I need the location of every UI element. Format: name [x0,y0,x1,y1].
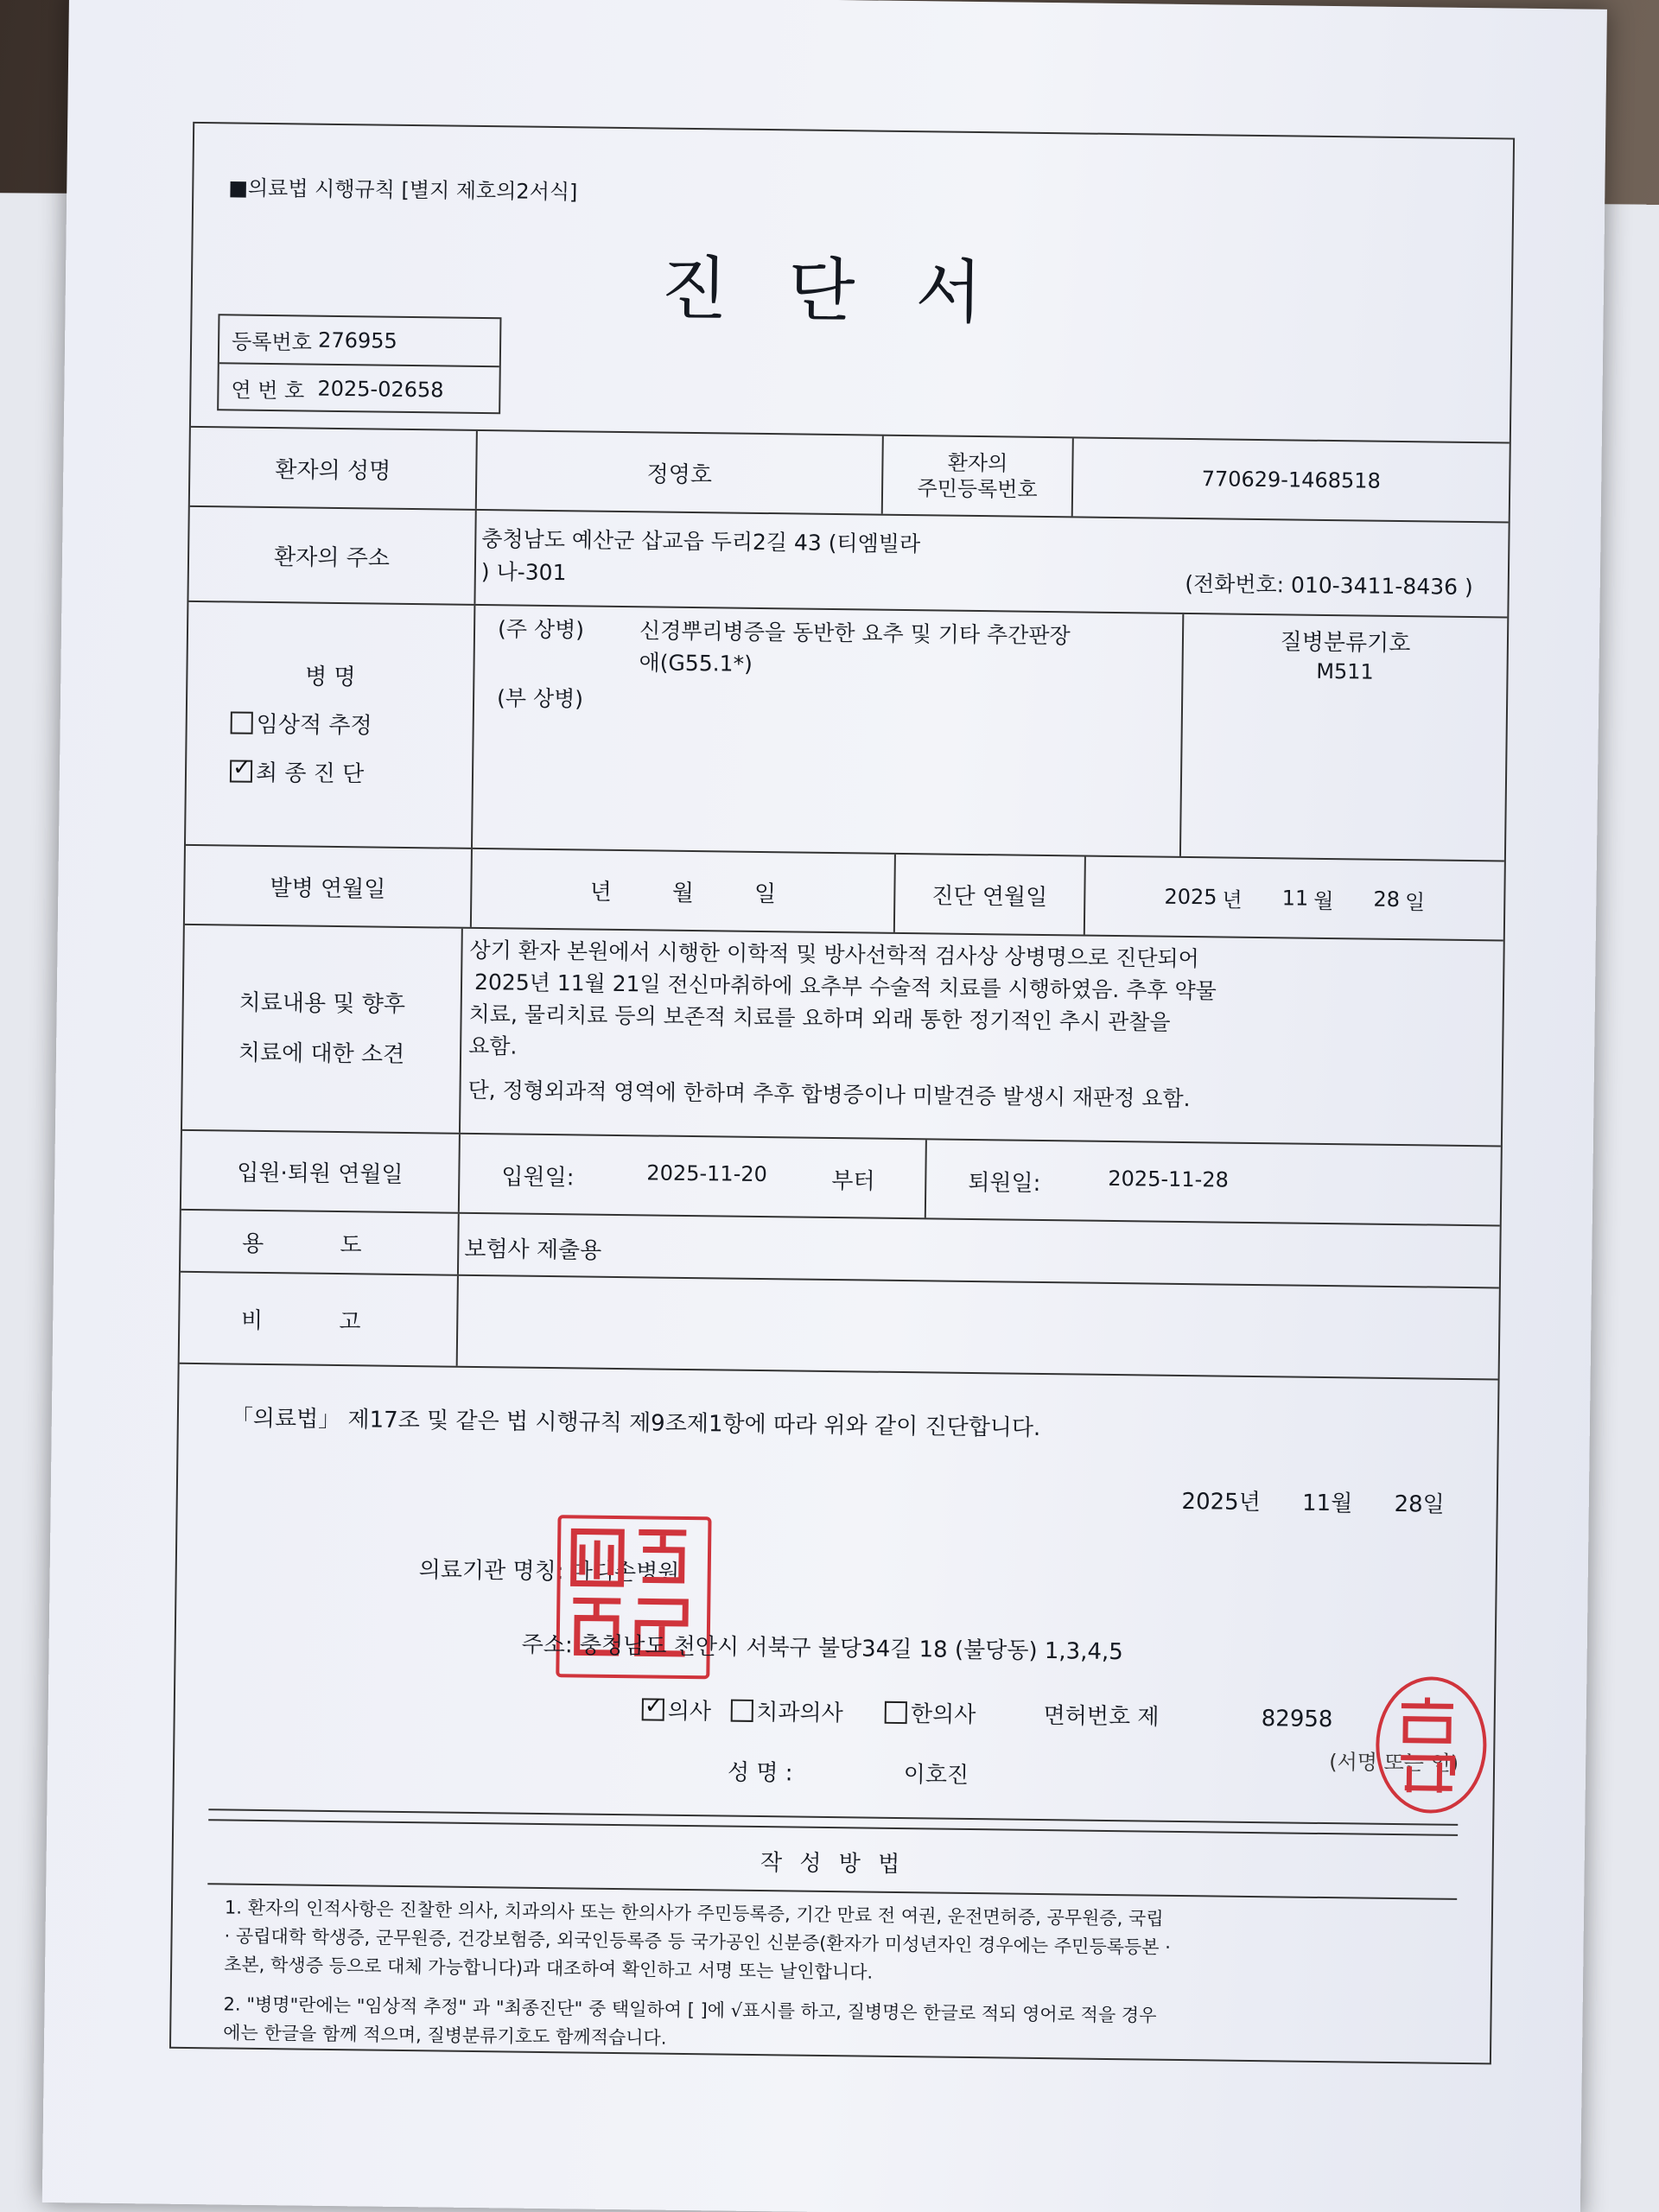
instructions-top-rule [208,1808,1458,1826]
opinion-label-2: 치료에 대한 소견 [238,1039,405,1068]
disease-code-cell [1179,614,1507,861]
purpose-value: 보험사 제출용 [464,1236,602,1264]
doctor-name: 이호진 [903,1762,969,1789]
doctor-label: 의사 [667,1698,712,1726]
document-paper [42,0,1607,2212]
row-opinion [182,924,1503,1146]
admission-in-date: 2025-11-20 [646,1160,768,1187]
disease-code: M511 [1316,658,1374,684]
dentist-checkbox[interactable] [730,1700,753,1722]
instruction-1-line2: · 공립대학 학생증, 군무원증, 건강보험증, 외국인등록증 등 국가공인 신분증(환자가 미성년자인 경우에는 주민등록등본 · [224,1925,1172,1958]
onset-year: 년 [589,879,612,906]
remarks-cell [456,1276,1499,1379]
address-cell [474,511,1508,617]
admission-in [458,1135,925,1218]
clinical-label: 임상적 추정 [256,711,372,740]
final-label: 최 종 진 단 [255,760,365,788]
dentist-label: 치과의사 [756,1699,843,1727]
diagnosis-content [471,606,1182,856]
reg-number: 276955 [317,327,397,353]
instructions-paragraph-1 [224,1893,1172,1990]
admission-in-label: 입원일: [501,1164,575,1192]
sign-name-label: 성 명 : [727,1759,793,1787]
purpose-label: 용 도 [241,1230,397,1259]
issue-day-unit: 일 [1422,1491,1445,1518]
remarks-label: 비 고 [240,1307,396,1336]
main-disease-line1: 신경뿌리병증을 동반한 요추 및 기타 추간판장 [639,618,1071,649]
rrn-label-2: 주민등록번호 [917,476,1038,502]
diag-month: 11 [1281,886,1309,911]
diag-day: 28 [1373,887,1401,912]
registration-box [217,314,501,414]
instruction-1-line1: 1. 환자의 인적사항은 진찰한 의사, 치과의사 또는 한의사가 주민등록증, 기간 만료 전 여권, 운전면허증, 공무원증, 국립 [224,1897,1164,1929]
row-remarks [180,1271,1499,1381]
day-unit: 일 [1404,889,1426,914]
discharge-date: 2025-11-28 [1108,1166,1230,1192]
institution-name: 마디손병원 [570,1559,680,1586]
clinical-option [231,706,372,740]
phone-label: (전화번호: [1185,570,1285,598]
instructions-title: 작 성 방 법 [760,1850,906,1878]
issue-month-unit: 월 [1330,1491,1353,1517]
instructions-paragraph-2 [223,1990,1157,2058]
institution-address-label: 주소: [521,1631,573,1659]
address-line2: ) 나-301 [480,559,567,586]
patient-rrn: 770629-1468518 [1071,438,1510,521]
opinion-line4: 요함. [468,1033,518,1059]
opinion-content [459,929,1503,1146]
reg-number-label: 등록번호 [231,328,313,355]
instruction-2-line2: 에는 한글을 함께 적으며, 질병분류기호도 함께적습니다. [223,2022,667,2049]
final-checkbox[interactable] [230,760,252,782]
license-number: 82958 [1261,1706,1333,1733]
diag-date [1084,857,1504,940]
month-unit: 월 [1313,888,1334,913]
diag-date-label: 진단 연월일 [893,855,1084,935]
onset-label: 발병 연월일 [270,874,386,903]
sub-disease-label: (부 상병) [496,685,584,712]
opinion-line3: 치료, 물리치료 등의 보존적 치료를 요하며 외래 통한 정기적인 추시 관찰을 [468,1001,1171,1035]
regulation-label: ■의료법 시행규칙 [별지 제호의2서식] [228,175,578,205]
address-label: 환자의 주소 [273,543,391,572]
doctor-seal-icon [1379,1680,1478,1803]
diagnosis-label-cell [186,602,474,848]
admission-label: 입원·퇴원 연월일 [237,1160,404,1188]
legal-statement: 「의료법」 제17조 및 같은 법 시행규칙 제9조제1항에 따라 위와 같이 진단합니다. [230,1405,1041,1441]
opinion-line2: 2025년 11월 21일 전신마취하에 요추부 수술적 치료를 시행하였음. 추후 약물 [474,969,1217,1004]
main-disease-label: (주 상병) [497,616,585,643]
oriental-label: 한의사 [910,1701,976,1729]
oriental-checkbox[interactable] [885,1701,907,1724]
name-label: 환자의 성명 [275,456,391,485]
address-line1: 충청남도 예산군 삽교읍 두리2길 43 (티엠빌라 [481,526,921,557]
onset-date [470,849,894,932]
clinical-checkbox[interactable] [231,711,253,734]
year-unit: 년 [1222,887,1243,912]
institution-address: 충청남도 천안시 서북구 불당34길 18 (불당동) 1,3,4,5 [579,1632,1123,1666]
rrn-label-1: 환자의 [947,450,1008,476]
diag-year: 2025 [1164,884,1217,910]
instruction-1-line3: 초본, 학생증 등으로 대체 가능합니다)과 대조하여 확인하고 서명 또는 날인합니다. [224,1954,874,1983]
document-title: 진단서 [660,248,1044,334]
admission-from: 부터 [831,1168,875,1195]
issue-year: 2025 [1181,1488,1239,1516]
doctor-checkbox[interactable] [642,1698,664,1720]
opinion-label [182,925,461,1133]
diagnosis-form [169,122,1515,2065]
phone-number: 010-3411-8436 [1290,572,1459,600]
final-option [230,754,365,788]
onset-day: 일 [753,880,777,907]
row-address [188,505,1508,617]
onset-month: 월 [671,880,695,906]
issue-year-unit: 년 [1238,1489,1262,1516]
issue-date [1181,1484,1445,1519]
institution-name-label: 의료기관 명칭: [418,1557,564,1586]
main-table [191,426,1510,1336]
opinion-line1: 상기 환자 본원에서 시행한 이학적 및 방사선학적 검사상 상병명으로 진단되어 [469,937,1199,972]
main-disease-line2: 애(G55.1*) [639,650,753,677]
license-type-line [642,1693,1333,1733]
row-diagnosis [186,601,1507,861]
instruction-2-line1: 2. "병명"란에는 "임상적 추정" 과 "최종진단" 중 택일하여 [ ]에 √표시를 하고, 질병명은 한글로 적되 영어로 적을 경우 [223,1993,1157,2026]
diagnosis-label: 병 명 [304,664,356,691]
phone-close: ) [1464,574,1473,601]
issue-day: 28 [1394,1491,1423,1518]
serial-number-label: 연 번 호 [231,377,305,403]
admission-out [925,1140,1501,1224]
opinion-label-1: 치료내용 및 향후 [238,989,406,1018]
serial-number: 2025-02658 [317,376,444,403]
discharge-label: 퇴원일: [968,1169,1041,1197]
phone [1185,568,1473,603]
disease-code-label: 질병분류기호 [1280,629,1411,658]
doctor-name-line [728,1755,969,1789]
doctor-seal-stamp [1375,1676,1487,1815]
patient-name: 정영호 [475,431,882,514]
opinion-line5: 단, 정형외과적 영역에 한하며 추후 합병증이나 미발견증 발생시 재판정 요함. [467,1077,1191,1112]
issue-month: 11 [1301,1490,1332,1517]
sign-hint: (서명 또는 인) [1329,1750,1459,1776]
license-label: 면허번호 제 [1043,1703,1160,1731]
rrn-label [881,436,1072,517]
